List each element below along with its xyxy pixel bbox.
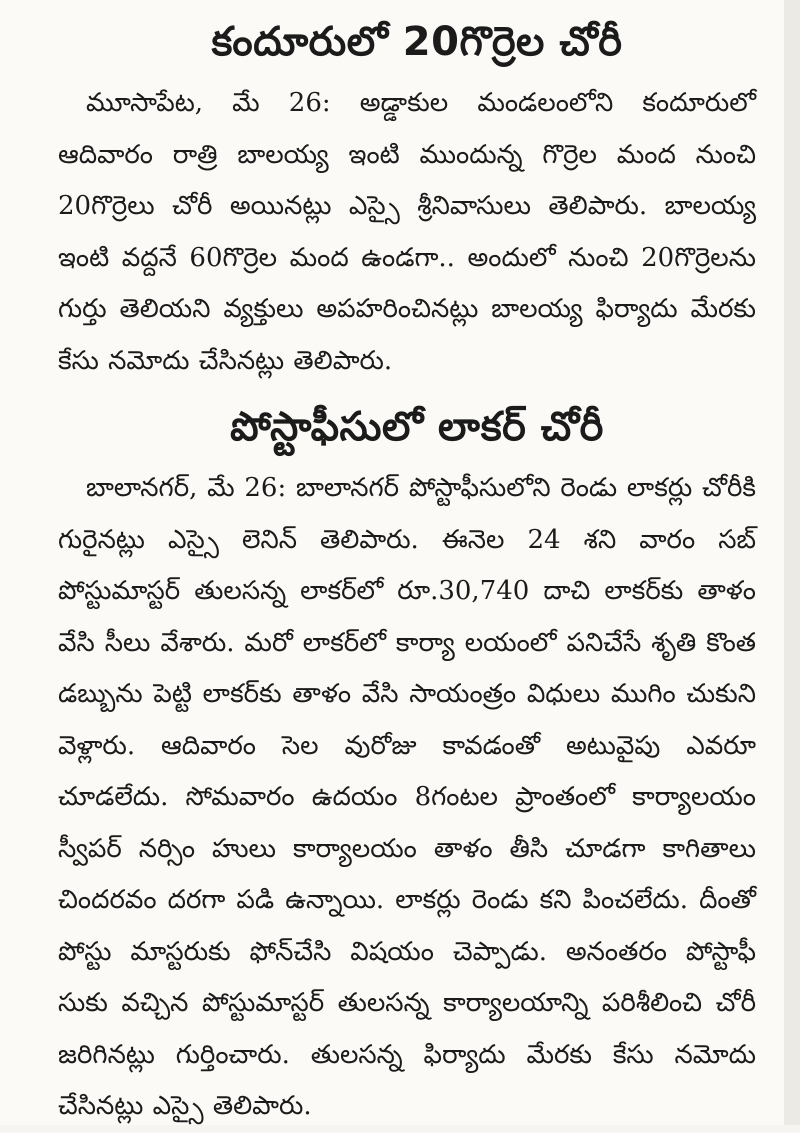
headline-post-office-locker-theft: పోస్టాఫీసులో లాకర్ చోరీ (230, 404, 604, 450)
article-post-office-locker-theft (58, 391, 756, 1133)
headline-sheep-theft: కందూరులో 20గొర్రెల చోరీ (211, 19, 623, 65)
article-body-post-office-locker-theft: బాలానగర్, మే 26: బాలానగర్ పోస్టాఫీసులోని రెండు లాకర్లు చోరీకి గురైనట్లు ఎస్సై లెనిన్ తెలిపారు. ఈనెల 24 శని వారం సబ్ పోస్టుమాస్టర్ తులసన్న లాకర్‌లో రూ.30,740 దాచి లాకర్‌కు తాళం వేసి సీలు వేశారు. మరో లాకర్‌లో కార్యా లయంలో పనిచేసే శృతి కొంత డబ్బును పెట్టి లాకర్‌కు తాళం వేసి సాయంత్రం విధులు ముగిం చుకుని వెళ్లారు. ఆదివారం సెల వురోజు కావడంతో అటువైపు ఎవరూ చూడలేదు. సోమవారం ఉదయం 8గంటల ప్రాంతంలో కార్యాలయం స్వీపర్ నర్సిం హులు కార్యాలయం తాళం తీసి చూడగా కాగితాలు చిందరవం దరగా పడి ఉన్నాయి. లాకర్లు రెండు కని పించలేదు. దీంతో పోస్టు మాస్టరుకు ఫోన్‌చేసి విషయం చెప్పాడు. అనంతరం పోస్టాఫీ సుకు వచ్చిన పోస్టుమాస్టర్ తులసన్న కార్యాలయాన్ని పరిశీలించి చోరీ జరిగినట్లు గుర్తించారు. తులసన్న ఫిర్యాదు మేరకు కేసు నమోదు చేసినట్లు ఎస్సై తెలిపారు. (58, 473, 756, 1121)
article-body-sheep-theft: మూసాపేట, మే 26: అడ్డాకుల మండలంలోని కందూరులో ఆదివారం రాత్రి బాలయ్య ఇంటి ముందున్న గొర్రెల మంద నుంచి 20గొర్రెలు చోరీ అయినట్లు ఎస్సై శ్రీనివాసులు తెలిపారు. బాలయ్య ఇంటి వద్దనే 60గొర్రెల మంద ఉండగా.. అందులో నుంచి 20గొర్రెలను గుర్తు తెలియని వ్యక్తులు అపహరించినట్లు బాలయ్య ఫిర్యాదు మేరకు కేసు నమోదు చేసినట్లు తెలిపారు. (58, 88, 756, 376)
article-sheep-theft (58, 6, 756, 387)
page-margin (784, 0, 800, 1125)
